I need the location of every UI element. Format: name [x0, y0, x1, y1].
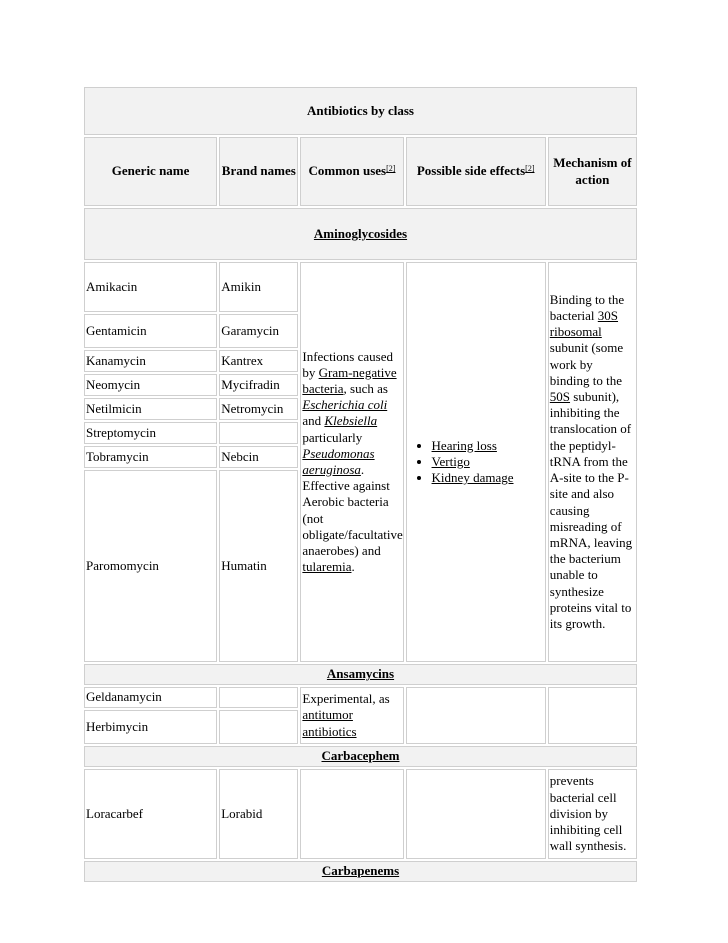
header-common-uses [300, 137, 403, 206]
aminoglycoside-mechanism [548, 262, 637, 662]
uses-text: Experimental, as [302, 691, 390, 707]
class-row-aminoglycosides [84, 208, 637, 260]
generic-name-cell[interactable]: Loracarbef [84, 769, 217, 859]
mechanism-text: Binding to the bacterial [549, 291, 625, 324]
uses-text: . Effective against Aerobic bacteria (not obligate/facultative anaerobes) and [302, 462, 403, 559]
generic-name-cell[interactable]: Paromomycin [84, 470, 217, 662]
brand-name-cell: Netromycin [219, 398, 298, 420]
header-mechanism: Mechanism of action [548, 137, 637, 206]
table-caption: Antibiotics by class [84, 87, 637, 135]
generic-name-cell[interactable]: Geldanamycin [84, 687, 217, 708]
generic-name-cell[interactable]: Streptomycin [84, 422, 217, 444]
ansamycin-side-effects [406, 687, 546, 744]
header-brand-names: Brand names [219, 137, 298, 206]
brand-name-cell: Mycifradin [219, 374, 298, 396]
tularemia-link[interactable]: tularemia [302, 559, 352, 575]
bacteria-link[interactable]: bacteria [302, 380, 344, 396]
class-row-ansamycins [84, 664, 637, 685]
carbacephem-mechanism: prevents bacterial cell division by inhibiting cell wall synthesis. [548, 769, 637, 859]
side-effect-hearing-loss[interactable]: • Hearing loss [432, 438, 544, 454]
50s-link[interactable]: 50S [549, 389, 571, 405]
generic-name-cell[interactable]: Tobramycin [84, 446, 217, 468]
brand-name-cell [219, 687, 298, 708]
generic-name-cell[interactable]: Amikacin [84, 262, 217, 312]
carbacephem-uses [300, 769, 403, 859]
uses-text: . [351, 559, 355, 575]
klebsiella-link[interactable]: Klebsiella [324, 413, 378, 429]
carbacephem-side-effects [406, 769, 546, 859]
ecoli-link[interactable]: Escherichia coli [302, 397, 388, 413]
uses-reference-link[interactable]: [2] [386, 164, 396, 174]
class-link-aminoglycosides[interactable]: Aminoglycosides [313, 225, 408, 241]
brand-name-cell: Humatin [219, 470, 298, 662]
generic-name-cell[interactable]: Herbimycin [84, 710, 217, 744]
generic-name-cell[interactable]: Gentamicin [84, 314, 217, 348]
side-effects-list [408, 438, 544, 487]
class-link-carbacephem[interactable]: Carbacephem [321, 748, 400, 764]
generic-name-cell[interactable]: Netilmicin [84, 398, 217, 420]
side-effect-kidney-damage[interactable]: • Kidney damage [432, 470, 544, 486]
brand-name-cell: Nebcin [219, 446, 298, 468]
side-effect-vertigo[interactable]: • Vertigo [432, 454, 544, 470]
uses-text: Infections caused by [302, 348, 393, 380]
gram-negative-link[interactable]: Gram-negative [318, 364, 397, 380]
ansamycin-uses [300, 687, 403, 744]
header-generic-name: Generic name [84, 137, 217, 206]
pseudomonas-link[interactable]: Pseudomonas aeruginosa [302, 445, 375, 477]
class-row-carbapenems [84, 861, 637, 882]
aminoglycoside-uses [300, 262, 403, 662]
uses-text: and [302, 413, 325, 429]
brand-name-cell [219, 710, 298, 744]
brand-name-cell: Garamycin [219, 314, 298, 348]
brand-name-cell: Lorabid [219, 769, 298, 859]
30s-link[interactable]: 30S [597, 308, 619, 324]
header-common-uses-label: Common uses [308, 163, 387, 179]
antibiotics-table [82, 85, 639, 884]
brand-name-cell: Kantrex [219, 350, 298, 372]
generic-name-cell[interactable]: Neomycin [84, 374, 217, 396]
side-effects-reference-link[interactable]: [2] [525, 164, 535, 174]
class-link-ansamycins[interactable]: Ansamycins [326, 666, 395, 682]
antitumor-antibiotics-link[interactable]: antitumor antibiotics [302, 707, 357, 739]
aminoglycoside-side-effects [406, 262, 546, 662]
brand-name-cell [219, 422, 298, 444]
generic-name-cell[interactable]: Kanamycin [84, 350, 217, 372]
mechanism-text: subunit (some work by binding to the [549, 340, 624, 388]
uses-text: , such as [343, 380, 388, 396]
header-side-effects-label: Possible side effects [416, 163, 526, 179]
mechanism-text: subunit), inhibiting the translocation of the peptidyl-tRNA from the A-site to the P-site and also causing misreading of mRNA, leaving the bacterium unable to synthesize proteins vital to its growth. [549, 389, 633, 631]
header-side-effects [406, 137, 546, 206]
class-link-carbapenems[interactable]: Carbapenems [321, 863, 400, 879]
ansamycin-mechanism [548, 687, 637, 744]
ribosomal-link[interactable]: ribosomal [549, 324, 602, 340]
class-row-carbacephem [84, 746, 637, 767]
uses-text: particularly [302, 429, 363, 445]
brand-name-cell: Amikin [219, 262, 298, 312]
